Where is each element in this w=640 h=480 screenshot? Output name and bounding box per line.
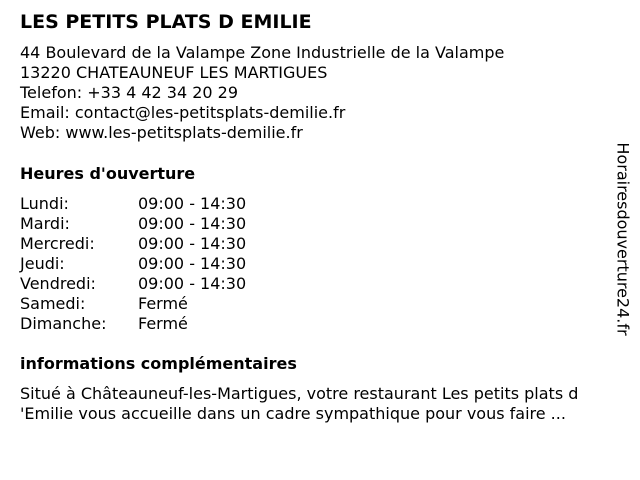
info-description: [20, 384, 632, 424]
time-value: 09:00 - 14:30: [138, 234, 247, 253]
info-line-2: 'Emilie vous accueille dans un cadre sympathique pour vous faire ...: [20, 404, 566, 423]
hours-row-sunday: [20, 314, 246, 334]
hours-heading: Heures d'ouverture: [20, 164, 196, 183]
address-line-1: 44 Boulevard de la Valampe Zone Industrielle de la Valampe: [20, 43, 505, 62]
hours-row-monday: [20, 194, 246, 214]
day-label: Mercredi:: [20, 234, 95, 253]
phone-line: Telefon: +33 4 42 34 20 29: [20, 83, 239, 102]
web-line: Web: www.les-petitsplats-demilie.fr: [20, 123, 303, 142]
time-value: Fermé: [138, 294, 188, 313]
day-label: Samedi:: [20, 294, 86, 313]
business-name: LES PETITS PLATS D EMILIE: [20, 11, 312, 33]
opening-hours-table: [20, 194, 246, 334]
day-label: Jeudi:: [20, 254, 65, 273]
hours-row-thursday: [20, 254, 246, 274]
time-value: 09:00 - 14:30: [138, 254, 247, 273]
day-label: Vendredi:: [20, 274, 96, 293]
day-label: Dimanche:: [20, 314, 107, 333]
watermark-text: Horairesdouverture24.fr: [614, 142, 634, 336]
info-line-1: Situé à Châteauneuf-les-Martigues, votre restaurant Les petits plats d: [20, 384, 579, 403]
email-line: Email: contact@les-petitsplats-demilie.fr: [20, 103, 346, 122]
time-value: 09:00 - 14:30: [138, 194, 247, 213]
day-label: Lundi:: [20, 194, 69, 213]
hours-row-tuesday: [20, 214, 246, 234]
address-line-2: 13220 CHATEAUNEUF LES MARTIGUES: [20, 63, 328, 82]
hours-row-saturday: [20, 294, 246, 314]
hours-row-wednesday: [20, 234, 246, 254]
time-value: 09:00 - 14:30: [138, 214, 247, 233]
hours-row-friday: [20, 274, 246, 294]
time-value: 09:00 - 14:30: [138, 274, 247, 293]
info-heading: informations complémentaires: [20, 354, 297, 373]
day-label: Mardi:: [20, 214, 70, 233]
contact-block: [20, 43, 504, 143]
time-value: Fermé: [138, 314, 188, 333]
site-watermark: [612, 134, 634, 344]
